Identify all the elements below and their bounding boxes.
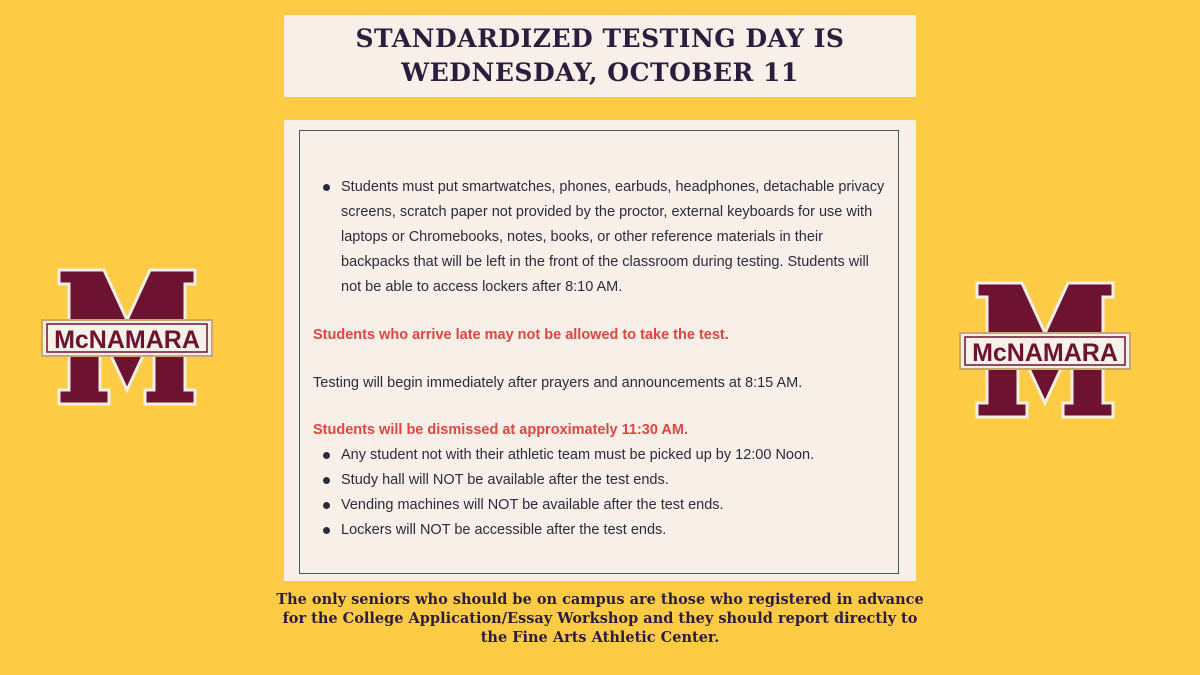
late-warning: Students who arrive late may not be allowed to take the test.	[313, 327, 729, 343]
svg-text:McNAMARA: McNAMARA	[972, 339, 1118, 367]
notice-panel	[284, 120, 916, 581]
device-rule-item: Students must put smartwatches, phones, earbuds, headphones, detachable privacy screens, scratch paper not provided by the proctor, external keyboards for use with laptops or Chromebooks, notes, books, or other reference materials in their backpacks that will be left in the front of the classroom during testing. Students will not be able to access lockers after 8:10 AM.	[313, 175, 888, 300]
seniors-notice: The only seniors who should be on campus are those who registered in advance for the College Application/Essay Workshop and they should report directly to the Fine Arts Athletic Center.	[276, 591, 924, 646]
dismissal-item: Vending machines will NOT be available after the test ends.	[313, 493, 888, 518]
dismissal-item: Lockers will NOT be accessible after the test ends.	[313, 518, 888, 543]
title-line-1: STANDARDIZED TESTING DAY IS	[355, 24, 845, 53]
title-line-2: WEDNESDAY, OCTOBER 11	[401, 58, 799, 87]
dismissal-item: Any student not with their athletic team must be picked up by 12:00 Noon.	[313, 443, 888, 468]
notice-content	[313, 175, 888, 543]
device-rules-list	[313, 175, 888, 300]
dismissal-list	[313, 443, 888, 543]
right-logo	[955, 275, 1135, 425]
mcnamara-m-logo-icon	[955, 275, 1135, 425]
dismissal-heading: Students will be dismissed at approximately 11:30 AM.	[313, 422, 688, 438]
title-banner	[284, 15, 916, 97]
svg-text:McNAMARA: McNAMARA	[54, 326, 200, 354]
dismissal-item: Study hall will NOT be available after the test ends.	[313, 468, 888, 493]
left-logo	[37, 262, 217, 412]
start-info: Testing will begin immediately after prayers and announcements at 8:15 AM.	[313, 375, 803, 391]
mcnamara-m-logo-icon	[37, 262, 217, 412]
notice-frame	[299, 130, 899, 574]
